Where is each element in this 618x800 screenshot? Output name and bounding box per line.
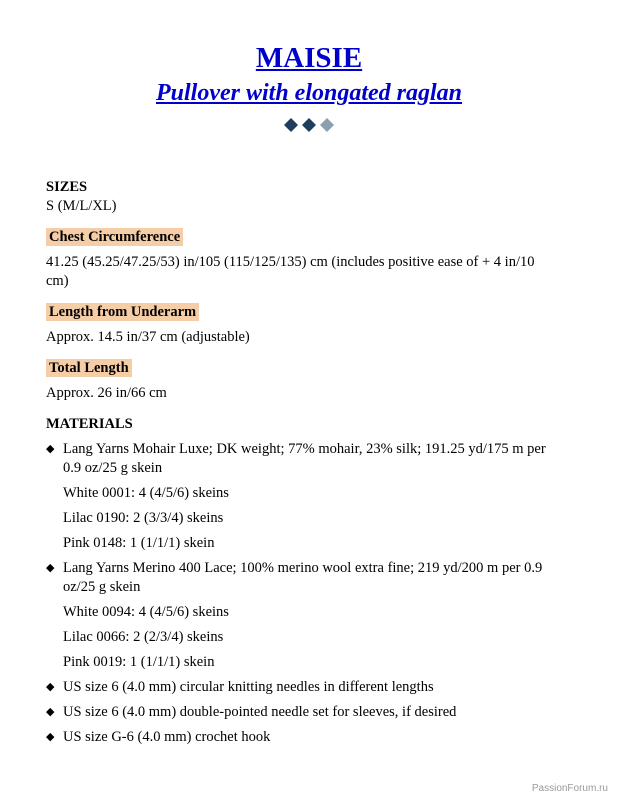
material-line: Lang Yarns Merino 400 Lace; 100% merino wool extra fine; 219 yd/200 m per 0.9 (63, 560, 543, 576)
yarn-color-line: Lilac 0066: 2 (2/3/4) skeins (63, 629, 224, 645)
yarn-color-line: Pink 0148: 1 (1/1/1) skein (63, 535, 215, 551)
diamond-bullet-icon: ◆ (46, 443, 55, 455)
list-item (46, 440, 576, 553)
material-line: US size 6 (4.0 mm) circular knitting needles in different lengths (63, 679, 434, 695)
material-line: US size G-6 (4.0 mm) crochet hook (63, 729, 271, 745)
three-diamonds-icon (0, 117, 618, 133)
watermark: PassionForum.ru (531, 783, 608, 794)
chest-value-line1: 41.25 (45.25/47.25/53) in/105 (115/125/135) cm (includes positive ease of + 4 in/10 (46, 254, 535, 270)
diamond-icon (284, 118, 298, 132)
yarn-color-line: White 0001: 4 (4/5/6) skeins (63, 485, 229, 501)
total-length-value: Approx. 26 in/66 cm (46, 385, 167, 401)
material-line: oz/25 g skein (63, 579, 141, 595)
yarn-color-line: Pink 0019: 1 (1/1/1) skein (63, 654, 215, 670)
list-item (46, 559, 576, 672)
material-line: 0.9 oz/25 g skein (63, 460, 163, 476)
materials-heading: MATERIALS (46, 416, 133, 432)
diamond-bullet-icon: ◆ (46, 681, 55, 693)
yarn-color-line: White 0094: 4 (4/5/6) skeins (63, 604, 229, 620)
chest-heading: Chest Circumference (46, 228, 183, 246)
material-line: Lang Yarns Mohair Luxe; DK weight; 77% mohair, 23% silk; 191.25 yd/175 m per (63, 441, 546, 457)
list-item (46, 728, 576, 747)
page-subtitle: Pullover with elongated raglan (155, 80, 463, 106)
diamond-bullet-icon: ◆ (46, 562, 55, 574)
page-title: MAISIE (255, 42, 363, 74)
diamond-bullet-icon: ◆ (46, 706, 55, 718)
diamond-bullet-icon: ◆ (46, 731, 55, 743)
sizes-heading: SIZES (46, 179, 88, 195)
diamond-icon (320, 118, 334, 132)
yarn-color-line: Lilac 0190: 2 (3/3/4) skeins (63, 510, 224, 526)
chest-value-line2: cm) (46, 273, 69, 289)
length-underarm-heading: Length from Underarm (46, 303, 199, 321)
diamond-icon (302, 118, 316, 132)
list-item (46, 678, 576, 697)
total-length-heading: Total Length (46, 359, 132, 377)
list-item (46, 703, 576, 722)
sizes-value: S (M/L/XL) (46, 198, 117, 214)
material-line: US size 6 (4.0 mm) double-pointed needle set for sleeves, if desired (63, 704, 457, 720)
length-underarm-value: Approx. 14.5 in/37 cm (adjustable) (46, 329, 250, 345)
pattern-body (46, 178, 576, 747)
